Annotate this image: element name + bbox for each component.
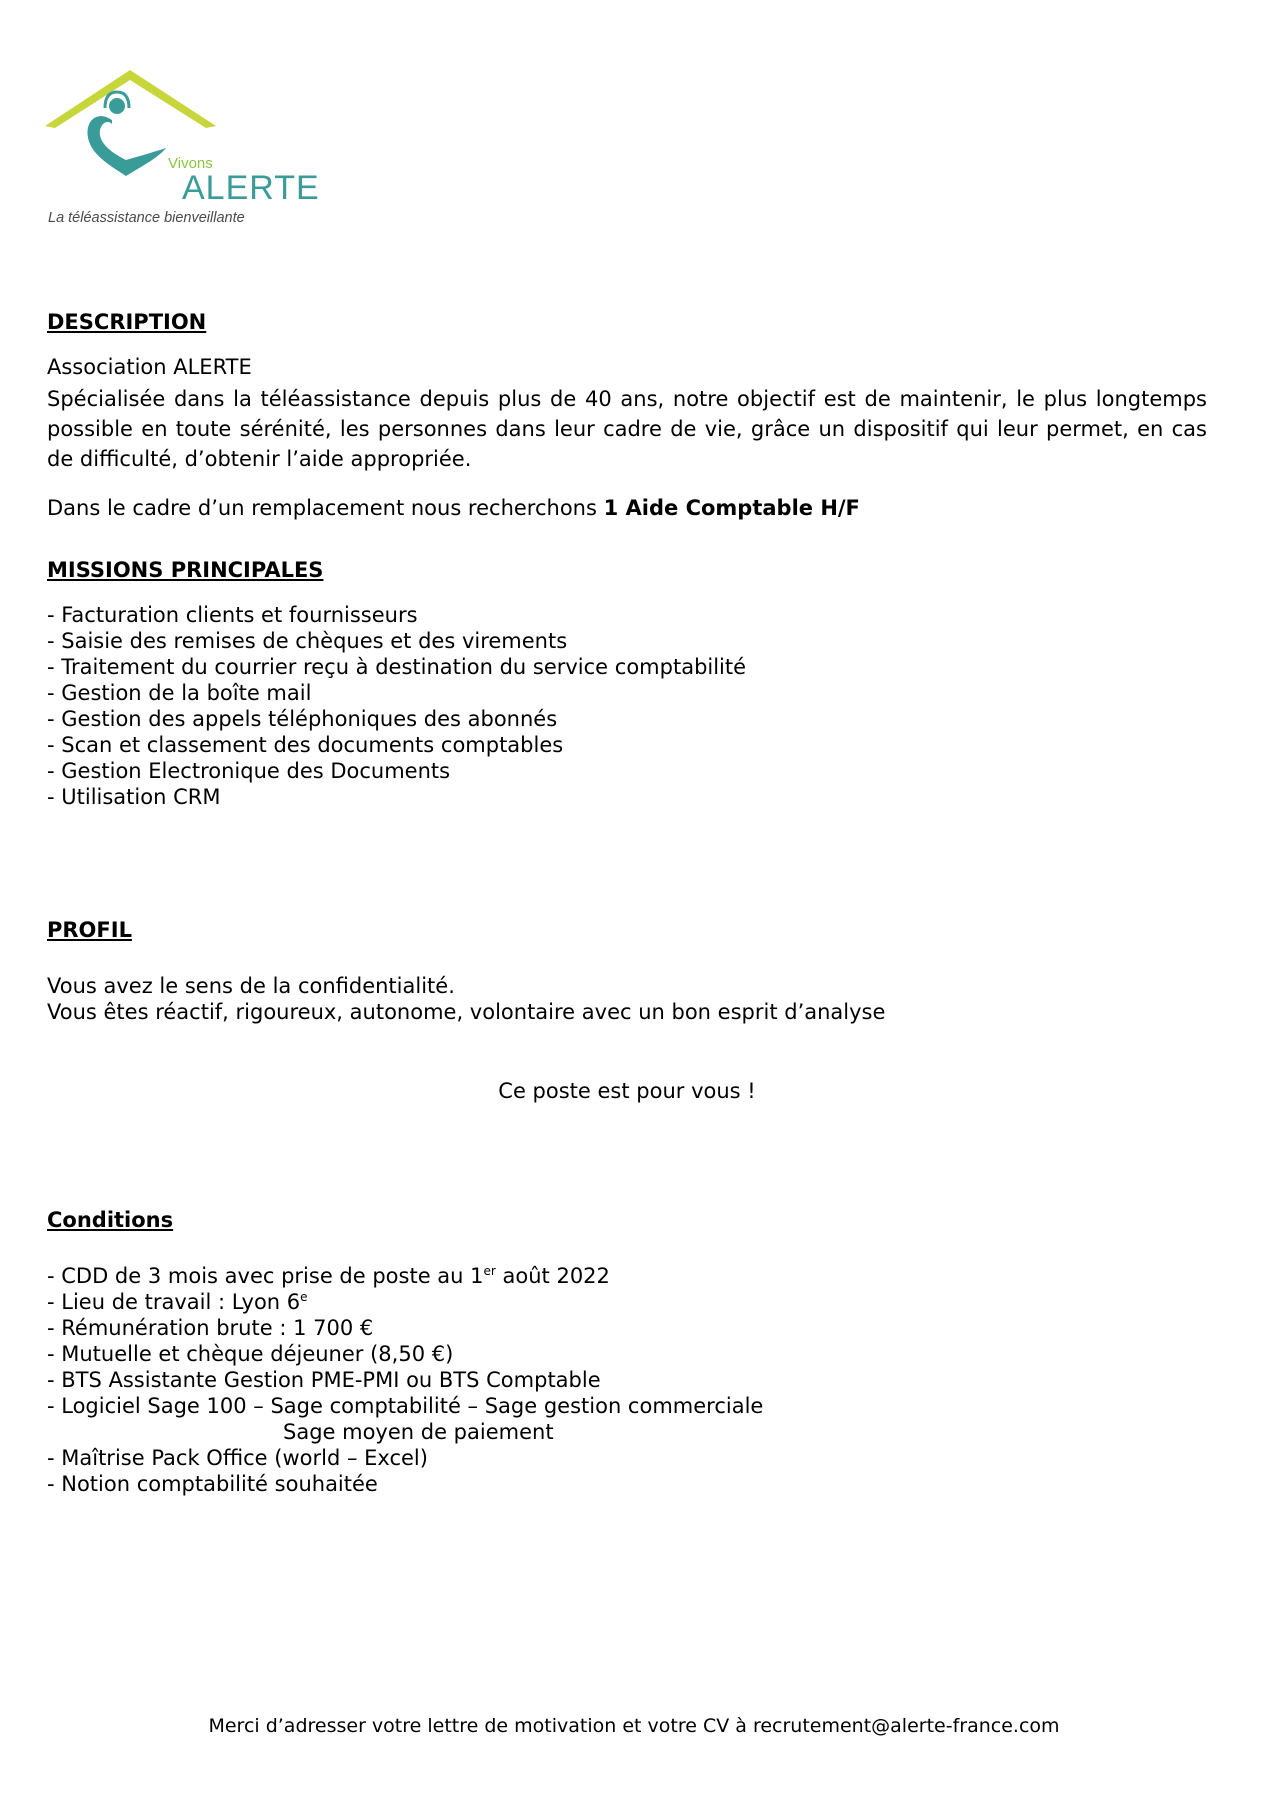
condition-software: - Logiciel Sage 100 – Sage comptabilité – Sage gestion commerciale bbox=[47, 1394, 764, 1418]
missions-item: - Gestion de la boîte mail bbox=[47, 681, 312, 705]
missions-item: - Gestion Electronique des Documents bbox=[47, 759, 451, 783]
logo-brand-small-text: Vivons bbox=[168, 155, 213, 172]
missions-item: - Scan et classement des documents comptables bbox=[47, 733, 564, 757]
description-heading: DESCRIPTION bbox=[47, 310, 207, 334]
condition-salary: - Rémunération brute : 1 700 € bbox=[47, 1316, 374, 1340]
profil-line-2: Vous êtes réactif, rigoureux, autonome, volontaire avec un bon esprit d’analyse bbox=[47, 1000, 886, 1024]
condition-diploma: - BTS Assistante Gestion PME-PMI ou BTS Comptable bbox=[47, 1368, 601, 1392]
condition-contract bbox=[47, 1263, 1207, 1289]
location-prefix: - Lieu de travail : Lyon 6 bbox=[47, 1290, 301, 1314]
location-sup: e bbox=[300, 1290, 308, 1304]
profil-tagline: Ce poste est pour vous ! bbox=[498, 1079, 756, 1103]
missions-item: - Facturation clients et fournisseurs bbox=[47, 603, 418, 627]
missions-item: - Gestion des appels téléphoniques des abonnés bbox=[47, 707, 558, 731]
footer-contact: Merci d’adresser votre lettre de motivation et votre CV à recrutement@alerte-france.com bbox=[208, 1715, 1060, 1737]
contract-suffix: août 2022 bbox=[495, 1264, 610, 1288]
logo-brand-name: ALERTE bbox=[182, 169, 320, 207]
missions-item: - Saisie des remises de chèques et des virements bbox=[47, 629, 568, 653]
conditions-heading: Conditions bbox=[47, 1208, 174, 1232]
condition-location bbox=[47, 1289, 1207, 1315]
profil-heading: PROFIL bbox=[47, 918, 132, 942]
search-position: 1 Aide Comptable H/F bbox=[603, 496, 860, 520]
contract-sup: er bbox=[483, 1264, 496, 1278]
profil-line-1: Vous avez le sens de la confidentialité. bbox=[47, 974, 455, 998]
description-org: Association ALERTE bbox=[47, 355, 252, 379]
company-logo bbox=[42, 68, 320, 228]
condition-software-continued: Sage moyen de paiement bbox=[283, 1420, 554, 1444]
description-search bbox=[47, 495, 1207, 521]
description-paragraph: Spécialisée dans la téléassistance depuis plus de 40 ans, notre objectif est de maintenir, le plus longtemps possible en toute sérénité, les personnes dans leur cadre de vie, grâce un dispositif qui leur permet, en cas de difficulté, d’obtenir l’aide appropriée. bbox=[47, 387, 1207, 471]
condition-office: - Maîtrise Pack Office (world – Excel) bbox=[47, 1446, 428, 1470]
missions-item: - Traitement du courrier reçu à destination du service comptabilité bbox=[47, 655, 747, 679]
missions-heading: MISSIONS PRINCIPALES bbox=[47, 558, 324, 582]
missions-item: - Utilisation CRM bbox=[47, 785, 221, 809]
contract-prefix: - CDD de 3 mois avec prise de poste au 1 bbox=[47, 1264, 484, 1288]
search-prefix: Dans le cadre d’un remplacement nous recherchons bbox=[47, 496, 604, 520]
condition-mutual: - Mutuelle et chèque déjeuner (8,50 €) bbox=[47, 1342, 454, 1366]
logo-tagline: La téléassistance bienveillante bbox=[48, 210, 245, 226]
condition-notion: - Notion comptabilité souhaitée bbox=[47, 1472, 378, 1496]
